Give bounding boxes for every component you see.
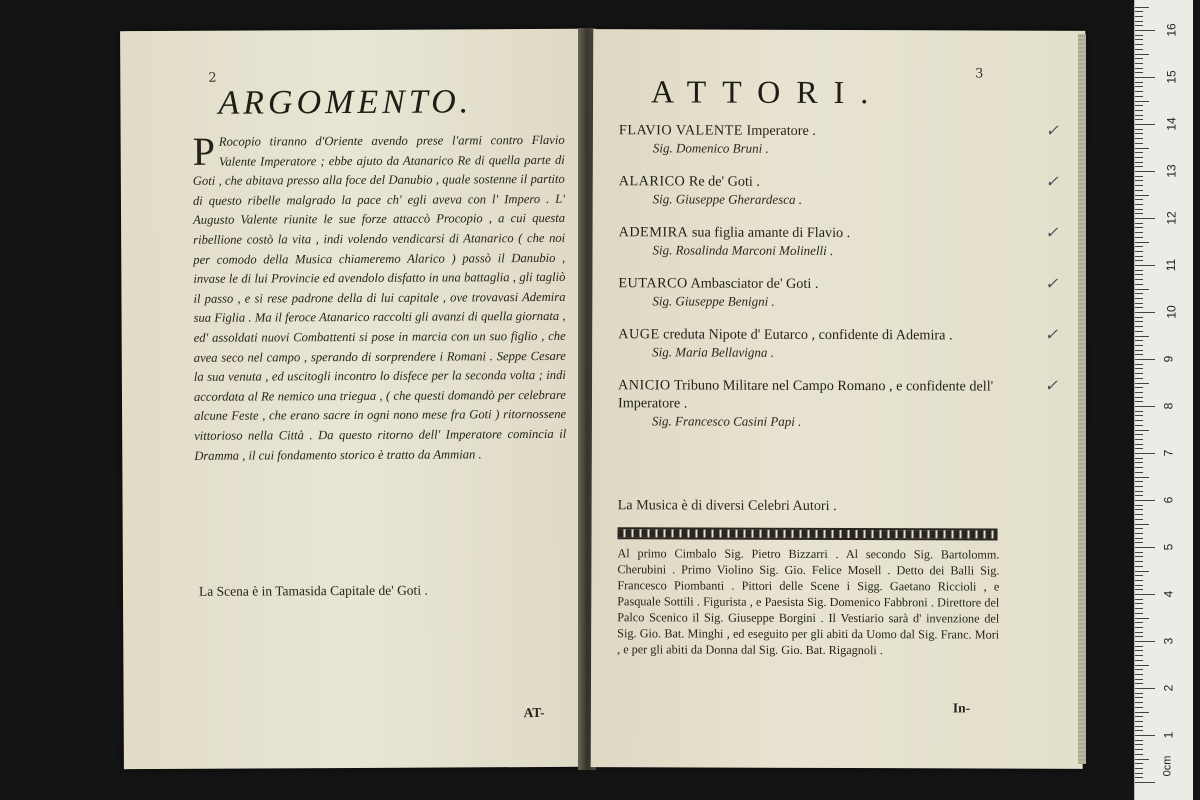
ruler-tick (1135, 133, 1143, 134)
role-line (619, 172, 1039, 191)
ruler-tick (1135, 350, 1143, 351)
role-description: Tribuno Militare nel Campo Romano , e confidente dell' Imperatore . (617, 377, 994, 412)
ruler-tick (1135, 129, 1143, 130)
ruler-tick (1135, 401, 1143, 402)
cast-entry (618, 325, 1059, 362)
ruler-tick (1135, 77, 1155, 78)
role-name: ANICIO (618, 377, 671, 394)
scene-note: La Scena è in Tamasida Capitale de' Goti . (198, 582, 428, 599)
role-description: Imperatore . (746, 122, 816, 139)
ruler-tick (1135, 425, 1143, 426)
check-mark-icon: ✓ (1045, 224, 1059, 242)
ruler-tick (1135, 364, 1143, 365)
ruler-tick (1135, 39, 1143, 40)
ruler-tick (1135, 7, 1149, 8)
ruler-tick (1135, 91, 1143, 92)
ruler-tick (1135, 599, 1143, 600)
ruler-tick (1135, 237, 1143, 238)
ruler-tick (1135, 223, 1143, 224)
music-note: La Musica è di diversi Celebri Autori . (617, 497, 837, 514)
ruler-tick (1135, 298, 1143, 299)
ruler-tick (1135, 195, 1149, 196)
ruler-tick (1135, 688, 1155, 689)
ruler-tick (1135, 538, 1143, 539)
ruler-tick (1135, 632, 1143, 633)
ruler-tick (1135, 68, 1143, 69)
ruler-tick (1135, 331, 1143, 332)
cast-entry (618, 121, 1059, 158)
ruler-tick (1135, 613, 1143, 614)
ruler-tick (1135, 749, 1143, 750)
ruler-tick (1135, 411, 1143, 412)
ruler-tick (1135, 716, 1143, 717)
ruler-tick (1135, 585, 1143, 586)
ruler-tick (1135, 317, 1143, 318)
ruler-tick (1135, 495, 1143, 496)
ruler-tick (1135, 547, 1155, 548)
ruler-tick (1135, 580, 1143, 581)
ruler-tick (1135, 251, 1143, 252)
ruler-tick (1135, 190, 1143, 191)
page-number: 3 (975, 66, 984, 82)
role-name: AUGE (618, 326, 660, 343)
actor-name: Sig. Domenico Bruni . (652, 140, 769, 156)
ruler-tick (1135, 519, 1143, 520)
ruler-number: 4 (1161, 590, 1176, 598)
ruler-tick (1135, 86, 1143, 87)
ruler-tick (1135, 636, 1143, 637)
ruler-tick (1135, 157, 1143, 158)
ruler-tick (1135, 477, 1149, 478)
ruler-tick (1135, 279, 1143, 280)
ruler-tick (1135, 528, 1143, 529)
ruler-tick (1135, 242, 1149, 243)
ruler-number: 16 (1164, 23, 1179, 37)
ruler-tick (1135, 627, 1143, 628)
ruler-tick (1135, 256, 1143, 257)
ruler-tick (1135, 571, 1149, 572)
actor-name: Sig. Maria Bellavigna . (652, 344, 774, 360)
ruler-tick (1135, 171, 1155, 172)
ruler-tick (1135, 204, 1143, 205)
ruler-tick (1135, 138, 1143, 139)
ruler-tick (1135, 744, 1143, 745)
argument-text (192, 128, 567, 466)
ruler-tick (1135, 293, 1143, 294)
page-edges (1078, 34, 1086, 764)
cast-entry (618, 274, 1059, 311)
ruler-tick (1135, 462, 1143, 463)
ruler-number: 9 (1161, 355, 1176, 363)
ruler-tick (1135, 260, 1143, 261)
drop-cap: P (192, 128, 216, 174)
ruler-tick (1135, 594, 1155, 595)
ruler-tick (1135, 472, 1143, 473)
ruler-tick (1135, 693, 1143, 694)
ruler-tick (1135, 660, 1143, 661)
ruler-tick (1135, 726, 1143, 727)
ruler-tick (1135, 608, 1143, 609)
ruler-number: 7 (1161, 449, 1176, 457)
ruler-tick (1135, 420, 1143, 421)
ruler-tick (1135, 326, 1143, 327)
ruler-tick (1135, 152, 1143, 153)
ruler-tick (1135, 143, 1143, 144)
ruler-tick (1135, 397, 1143, 398)
role-line (618, 325, 1038, 344)
ruler-tick (1135, 406, 1155, 407)
ruler-tick (1135, 265, 1155, 266)
ruler-tick (1135, 359, 1155, 360)
ruler-tick (1135, 321, 1143, 322)
ruler-tick (1135, 289, 1149, 290)
ruler-tick (1135, 185, 1143, 186)
ruler-tick (1135, 434, 1143, 435)
ruler-tick (1135, 209, 1143, 210)
cast-entry (618, 172, 1059, 209)
ruler-tick (1135, 697, 1143, 698)
role-description: Ambasciator de' Goti . (690, 275, 819, 292)
argument-body: Rocopio tiranno d'Oriente avendo prese l'armi contro Flavio Valente Imperatore ; ebbe ajuto da Atanarico Re di quella parte di Goti , che abitava presso alla foce del Danubio , quale sostenne il partito di questo ribelle malgrado la pace ch' egli aveva con l' Impero . L' Augusto Valente riunite le sue forze attaccò Procopio , a cui questa ribellione costò la vita , indi volendo vendicarsi di Atanarico ( che noi per comodo della Musica chiameremo Alarico ) passò il Danubio , invase le di lui Provincie ed avendolo disfatto in una battaglia , gli tagliò il passo , e si rese padrone della di lui capitale , ove trovavasi Ademira sua Figlia . Ma il feroce Atanarico raccolti gli avanzi di quella giornata , ed' assoldati nuovi Combattenti si pose in marcia con un suo figlio , che avea seco nel campo , sperando di sorprendere i Romani . Seppe Cesare la sua venuta , ed uscitogli incontro lo disfece per la seconda volta ; indi accordata al Re nemico una triegua , ( che questi domandò per celebrare alcune Feste , che erano sacre in ogni nono mese fra Goti ) ritornossene vittorioso nella Città . Da questo ritorno dell' Imperatore comincia il Dramma , il cui fondamento storico è tratto da Ammian . (192, 132, 567, 463)
ruler-number: 13 (1164, 164, 1179, 178)
ruler-tick (1135, 312, 1155, 313)
ruler-tick (1135, 213, 1143, 214)
ruler-tick (1135, 25, 1143, 26)
ruler-number: 15 (1164, 70, 1179, 84)
ruler-tick (1135, 721, 1143, 722)
ruler-tick (1135, 368, 1143, 369)
ruler-number: 1 (1161, 731, 1176, 739)
ruler-number: 2 (1161, 684, 1176, 692)
ruler-tick (1135, 467, 1143, 468)
measuring-ruler (1134, 0, 1193, 800)
ruler-tick (1135, 669, 1143, 670)
ruler-tick (1135, 72, 1143, 73)
role-line (618, 376, 1038, 413)
ruler-number: 11 (1164, 258, 1179, 272)
check-mark-icon: ✓ (1044, 275, 1059, 293)
ruler-tick (1135, 665, 1149, 666)
ruler-tick (1135, 378, 1143, 379)
ruler-tick (1135, 768, 1143, 769)
ruler-tick (1135, 552, 1143, 553)
ruler-tick (1135, 274, 1143, 275)
ruler-tick (1135, 354, 1143, 355)
ruler-tick (1135, 453, 1155, 454)
ruler-tick (1135, 30, 1155, 31)
ruler-tick (1135, 646, 1143, 647)
cast-entry (618, 223, 1059, 260)
ruler-unit-label: 0cm (1161, 755, 1174, 777)
catchword: AT- (523, 704, 545, 721)
ruler-tick (1135, 336, 1149, 337)
ruler-tick (1135, 500, 1155, 501)
ruler-tick (1135, 284, 1143, 285)
actor-name: Sig. Rosalinda Marconi Molinelli . (652, 242, 834, 258)
check-mark-icon: ✓ (1045, 122, 1059, 140)
ruler-tick (1135, 383, 1149, 384)
ruler-tick (1135, 763, 1143, 764)
ruler-tick (1135, 707, 1143, 708)
ruler-tick (1135, 44, 1143, 45)
ruler-tick (1135, 618, 1149, 619)
ruler-tick (1135, 448, 1143, 449)
role-name: EUTARCO (618, 275, 688, 292)
ruler-tick (1135, 491, 1143, 492)
ruler-tick (1135, 303, 1143, 304)
ruler-tick (1135, 373, 1143, 374)
ruler-tick (1135, 622, 1143, 623)
role-name: FLAVIO VALENTE (618, 122, 744, 139)
ruler-tick (1135, 392, 1143, 393)
ruler-tick (1135, 110, 1143, 111)
ruler-tick (1135, 458, 1143, 459)
ruler-tick (1135, 759, 1149, 760)
ruler-tick (1135, 561, 1143, 562)
role-name: ADEMIRA (618, 224, 689, 241)
ruler-tick (1135, 444, 1143, 445)
left-page (120, 29, 584, 769)
role-description: creduta Nipote d' Eutarco , confidente di Ademira . (663, 326, 953, 344)
ruler-tick (1135, 754, 1143, 755)
ruler-tick (1135, 641, 1155, 642)
ruler-number: 5 (1161, 543, 1176, 551)
ruler-tick (1135, 679, 1143, 680)
ruler-tick (1135, 740, 1143, 741)
ruler-tick (1135, 542, 1143, 543)
ruler-tick (1135, 430, 1149, 431)
ornamental-divider (618, 527, 998, 540)
role-description: sua figlia amante di Flavio . (691, 224, 851, 242)
check-mark-icon: ✓ (1045, 173, 1059, 191)
ruler-tick (1135, 702, 1143, 703)
ruler-tick (1135, 683, 1143, 684)
cast-list (617, 121, 1059, 446)
ruler-tick (1135, 119, 1143, 120)
ruler-tick (1135, 674, 1143, 675)
ruler-tick (1135, 509, 1143, 510)
ruler-tick (1135, 101, 1149, 102)
ruler-number: 12 (1164, 211, 1179, 225)
ruler-tick (1135, 603, 1143, 604)
page-number: 2 (208, 70, 217, 86)
ruler-tick (1135, 730, 1143, 731)
ruler-number: 10 (1164, 305, 1179, 319)
ruler-tick (1135, 415, 1143, 416)
ruler-tick (1135, 340, 1143, 341)
role-description: Re de' Goti . (688, 173, 761, 190)
ruler-tick (1135, 232, 1143, 233)
ruler-tick (1135, 575, 1143, 576)
ruler-tick (1135, 505, 1143, 506)
ruler-tick (1135, 650, 1143, 651)
ruler-tick (1135, 439, 1143, 440)
ruler-tick (1135, 524, 1149, 525)
ruler-tick (1135, 486, 1143, 487)
ruler-tick (1135, 556, 1143, 557)
ruler-tick (1135, 49, 1143, 50)
actor-name: Sig. Giuseppe Benigni . (652, 293, 775, 309)
ruler-tick (1135, 11, 1143, 12)
ruler-tick (1135, 180, 1143, 181)
ruler-tick (1135, 227, 1143, 228)
role-name: ALARICO (618, 173, 686, 190)
ruler-tick (1135, 16, 1143, 17)
ruler-tick (1135, 199, 1143, 200)
ruler-tick (1135, 148, 1149, 149)
ruler-tick (1135, 387, 1143, 388)
catchword: In- (952, 700, 971, 716)
ruler-tick (1135, 54, 1149, 55)
ruler-tick (1135, 218, 1155, 219)
ruler-number: 3 (1161, 637, 1176, 645)
production-credits: Al primo Cimbalo Sig. Pietro Bizzarri . Al secondo Sig. Bartolomm. Cherubini . Primo Violino Sig. Gio. Felice Mosell . Detto dei Balli Sig. Francesco Piombanti . Pittori delle Scene i Sigg. Gaetano Riccioli , e Pasquale Sottili . Figurista , e Paesista Sig. Domenico Fabbroni . Direttore del Palco Scenico il Sig. Giuseppe Borgini . Il Vestiario sarà d' invenzione del Sig. Gio. Bat. Minghi , ed eseguito per gli abiti da Uomo dal Sig. Franc. Mori , e per gli abiti da Donna dal Sig. Gio. Bat. Rigagnoli . (617, 546, 1000, 658)
ruler-tick (1135, 782, 1155, 783)
ruler-tick (1135, 105, 1143, 106)
actor-name: Sig. Giuseppe Gherardesca . (652, 191, 803, 207)
ruler-tick (1135, 735, 1155, 736)
cast-entry (617, 376, 1059, 431)
ruler-tick (1135, 712, 1149, 713)
role-line (619, 121, 1039, 140)
role-line (619, 223, 1039, 242)
ruler-tick (1135, 345, 1143, 346)
role-line (618, 274, 1038, 293)
ruler-tick (1135, 63, 1143, 64)
ruler-tick (1135, 307, 1143, 308)
ruler-tick (1135, 166, 1143, 167)
ruler-number: 14 (1164, 117, 1179, 131)
page-title: ARGOMENTO. (218, 83, 473, 122)
ruler-tick (1135, 35, 1143, 36)
ruler-tick (1135, 270, 1143, 271)
ruler-tick (1135, 82, 1143, 83)
ruler-tick (1135, 589, 1143, 590)
ruler-tick (1135, 124, 1155, 125)
check-mark-icon: ✓ (1044, 377, 1059, 395)
ruler-tick (1135, 176, 1143, 177)
ruler-tick (1135, 481, 1143, 482)
check-mark-icon: ✓ (1044, 326, 1059, 344)
ruler-tick (1135, 777, 1143, 778)
ruler-tick (1135, 96, 1143, 97)
actor-name: Sig. Francesco Casini Papi . (651, 413, 802, 429)
ruler-number: 6 (1161, 496, 1176, 504)
ruler-tick (1135, 655, 1143, 656)
ruler-tick (1135, 566, 1143, 567)
ruler-tick (1135, 246, 1143, 247)
ruler-tick (1135, 115, 1143, 116)
page-title: ATTORI. (651, 73, 885, 111)
ruler-tick (1135, 773, 1143, 774)
ruler-tick (1135, 21, 1143, 22)
ruler-number: 8 (1161, 402, 1176, 410)
ruler-tick (1135, 58, 1143, 59)
ruler-tick (1135, 533, 1143, 534)
right-page (591, 29, 1086, 769)
ruler-tick (1135, 514, 1143, 515)
ruler-tick (1135, 162, 1143, 163)
